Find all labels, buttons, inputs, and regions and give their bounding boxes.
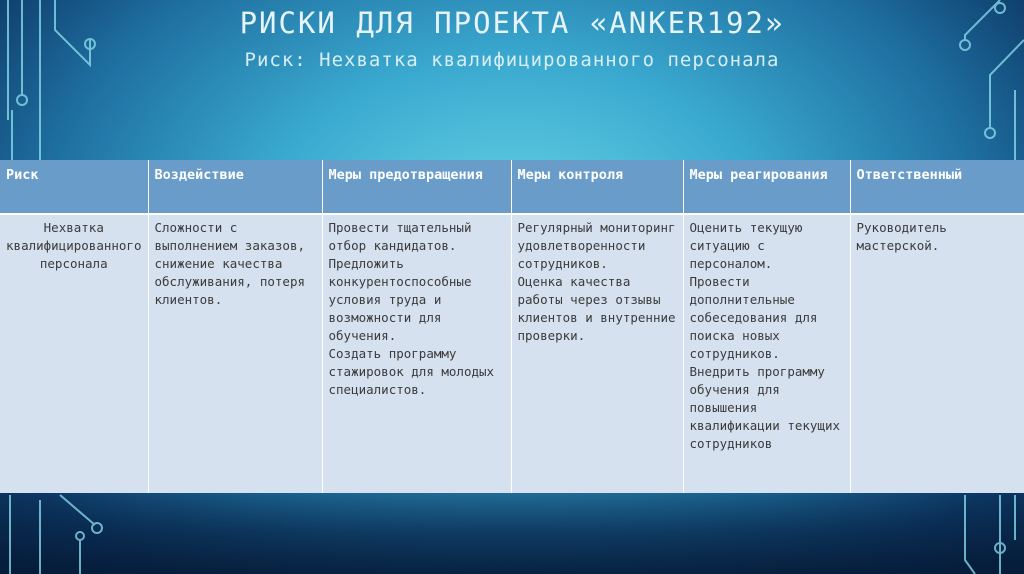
prevention-item: Провести тщательный отбор кандидатов.: [328, 220, 472, 253]
cell-prevention: [322, 214, 511, 493]
response-item: Внедрить программу обучения для повышения квалификации текущих сотрудников: [689, 364, 841, 451]
table-header-row: [0, 160, 1024, 214]
circuit-node: [985, 128, 995, 138]
cell-risk: Нехватка квалифицированного персонала: [0, 214, 148, 493]
header-risk: Риск: [0, 160, 148, 214]
control-item: Регулярный мониторинг удовлетворенности сотрудников.: [517, 220, 676, 271]
header-response: Меры реагирования: [683, 160, 850, 214]
header-impact: Воздействие: [148, 160, 322, 214]
control-item: Оценка качества работы через отзывы клиентов и внутренние проверки.: [517, 274, 676, 343]
prevention-item: Создать программу стажировок для молодых специалистов.: [328, 346, 495, 397]
circuit-line: [60, 495, 95, 525]
cell-responsible: Руководитель мастерской.: [850, 214, 1024, 493]
cell-response: [683, 214, 850, 493]
header-prevention: Меры предотвращения: [322, 160, 511, 214]
cell-control: [511, 214, 683, 493]
response-item: Оценить текущую ситуацию с персоналом.: [689, 220, 803, 271]
risk-table: [0, 160, 1024, 493]
table-row: [0, 214, 1024, 493]
circuit-node: [92, 523, 102, 533]
prevention-item: Предложить конкурентоспособные условия труда и возможности для обучения.: [328, 256, 472, 343]
slide-title: РИСКИ ДЛЯ ПРОЕКТА «ANKER192»: [239, 6, 785, 40]
cell-impact: Сложности с выполнением заказов, снижение качества обслуживания, потеря клиентов.: [148, 214, 322, 493]
slide-subtitle: Риск: Нехватка квалифицированного персонала: [244, 49, 780, 71]
circuit-node: [76, 532, 84, 540]
header-responsible: Ответственный: [850, 160, 1024, 214]
circuit-line: [965, 495, 975, 574]
circuit-node: [17, 95, 27, 105]
response-item: Провести дополнительные собеседования для поиска новых сотрудников.: [689, 274, 818, 361]
header-control: Меры контроля: [511, 160, 683, 214]
